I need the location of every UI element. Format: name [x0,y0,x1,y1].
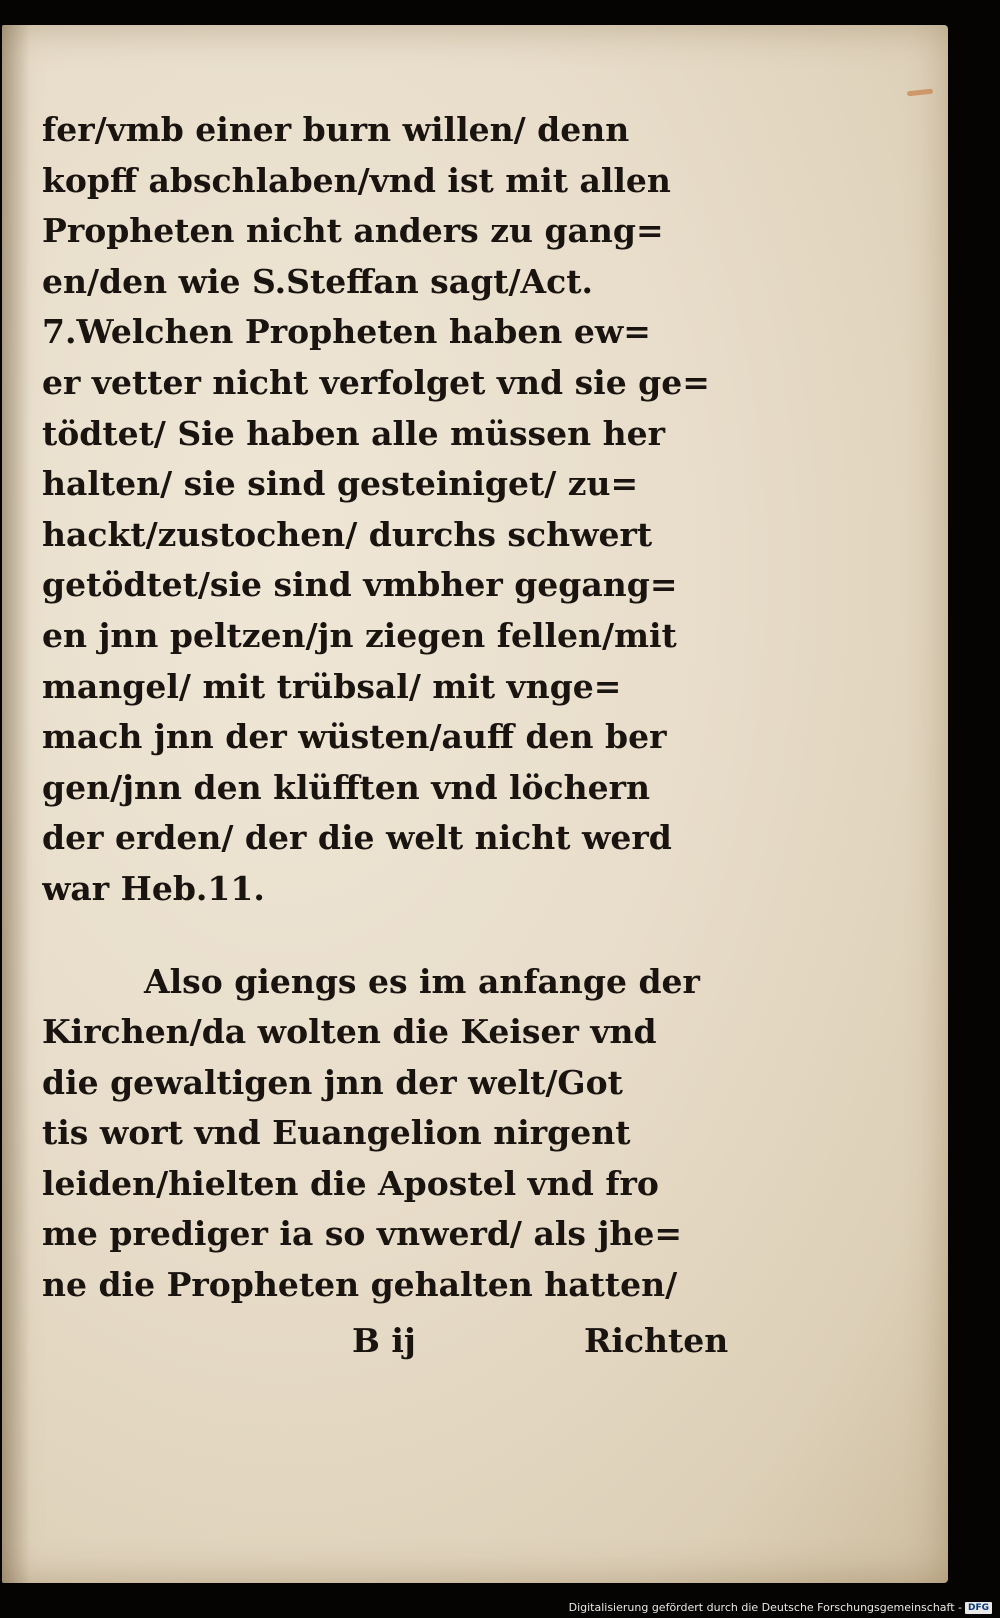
page-text [42,105,742,1311]
text-line: hackt/zustochen/ durchs schwert [42,514,653,554]
text-line: mach jnn der wüsten/auff den ber [42,717,667,757]
text-line: tödtet/ Sie haben alle müssen her [42,413,665,453]
text-line: mangel/ mit trübsal/ mit vnge= [42,666,622,706]
signature-mark: B ij [352,1321,416,1360]
dfg-logo: DFG [965,1602,992,1614]
text-line: kopff abschlaben/vnd ist mit allen [42,160,671,200]
text-line: ne die Propheten gehalten hatten/ [42,1265,678,1305]
digitization-credit [569,1601,992,1614]
credit-text: Digitalisierung gefördert durch die Deutsche Forschungsgemeinschaft - [568,1601,962,1614]
text-line: getödtet/sie sind vmbher gegang= [42,565,678,605]
text-line: halten/ sie sind gesteiniget/ zu= [42,464,639,504]
text-line: en jnn peltzen/jn ziegen fellen/mit [42,615,677,655]
text-line: 7.Welchen Propheten haben ew= [42,312,651,352]
text-line: en/den wie S.Steffan sagt/Act. [42,261,593,301]
paragraph-gap [42,915,742,957]
catchword: Richten [584,1321,729,1360]
text-line: me prediger ia so vnwerd/ als jhe= [42,1214,683,1254]
page-stain [907,89,933,97]
book-page [2,25,948,1583]
text-line: leiden/hielten die Apostel vnd fro [42,1163,659,1203]
text-line: die gewaltigen jnn der welt/Got [42,1062,623,1102]
text-line: gen/jnn den klüfften vnd löchern [42,767,651,807]
text-line: der erden/ der die welt nicht werd [42,818,672,858]
text-line: war Heb.11. [42,868,265,908]
text-line: Also giengs es im anfange der [144,961,700,1001]
text-line: fer/vmb einer burn willen/ denn [42,110,630,149]
text-line: Propheten nicht anders zu gang= [42,211,664,251]
text-line: Kirchen/da wolten die Keiser vnd [42,1012,657,1052]
text-line: tis wort vnd Euangelion nirgent [42,1113,631,1153]
text-line: er vetter nicht verfolget vnd sie ge= [42,362,710,402]
